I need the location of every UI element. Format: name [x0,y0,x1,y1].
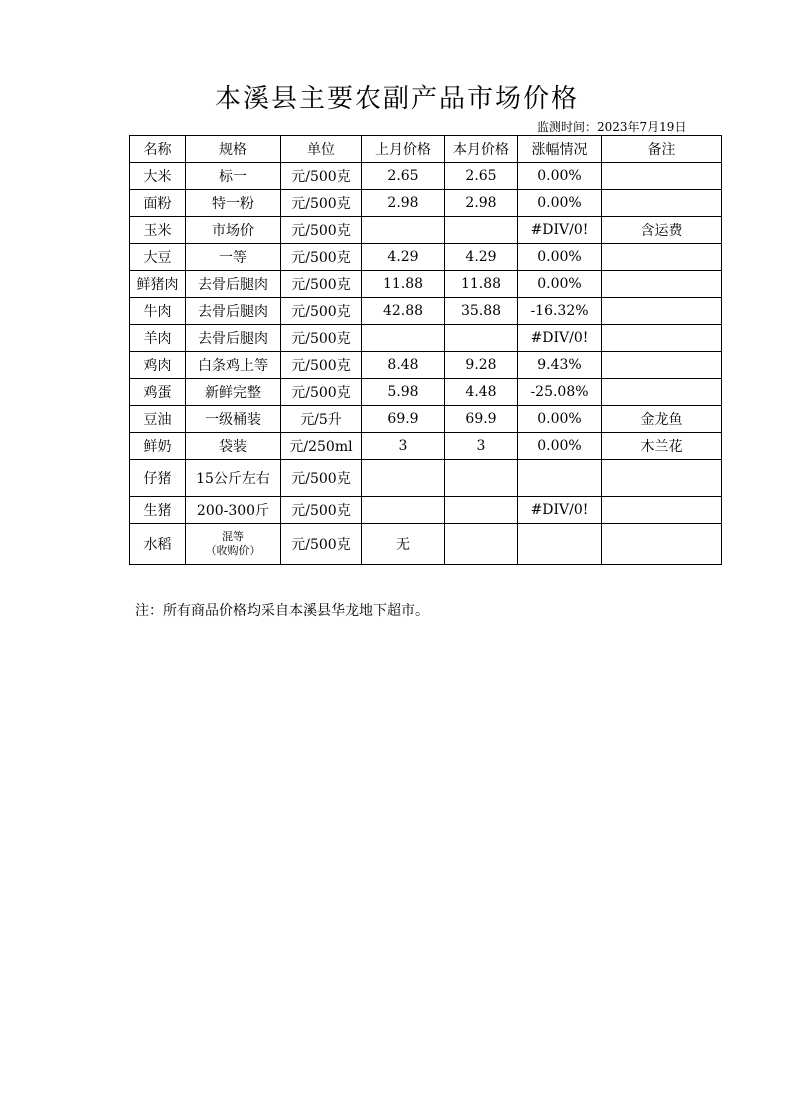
cell-remark: 金龙鱼 [602,406,722,433]
table-row [130,433,722,460]
page-title: 本溪县主要农副产品市场价格 [214,84,579,114]
header-unit: 单位 [281,136,362,163]
table-row [130,524,722,565]
cell-this-month-price: 2.98 [445,190,518,217]
cell-name: 豆油 [130,406,186,433]
cell-remark [602,379,722,406]
cell-last-month-price: 无 [362,524,445,565]
cell-change [518,524,602,565]
cell-name: 仔猪 [130,460,186,497]
cell-unit: 元/500克 [281,379,362,406]
cell-spec: 15公斤左右 [186,460,281,497]
cell-this-month-price [445,217,518,244]
cell-spec: 标一 [186,163,281,190]
table-row [130,406,722,433]
cell-change: 0.00% [518,244,602,271]
footnote: 注：所有商品价格均采自本溪县华龙地下超市。 [135,603,429,619]
header-last-month-price: 上月价格 [362,136,445,163]
cell-name: 鸡肉 [130,352,186,379]
cell-this-month-price: 69.9 [445,406,518,433]
cell-unit: 元/500克 [281,460,362,497]
cell-last-month-price: 2.98 [362,190,445,217]
header-spec: 规格 [186,136,281,163]
cell-spec: 特一粉 [186,190,281,217]
cell-unit: 元/500克 [281,217,362,244]
cell-last-month-price: 3 [362,433,445,460]
cell-unit: 元/500克 [281,524,362,565]
table-row [130,217,722,244]
header-this-month-price: 本月价格 [445,136,518,163]
cell-this-month-price: 9.28 [445,352,518,379]
cell-this-month-price: 11.88 [445,271,518,298]
cell-unit: 元/500克 [281,244,362,271]
cell-this-month-price [445,524,518,565]
cell-this-month-price: 4.29 [445,244,518,271]
cell-unit: 元/500克 [281,325,362,352]
cell-remark [602,244,722,271]
cell-last-month-price [362,325,445,352]
cell-change: -25.08% [518,379,602,406]
cell-last-month-price: 2.65 [362,163,445,190]
monitor-time: 监测时间：2023年7月19日 [537,120,687,134]
cell-spec: 一级桶装 [186,406,281,433]
cell-last-month-price: 42.88 [362,298,445,325]
cell-this-month-price: 2.65 [445,163,518,190]
cell-this-month-price [445,497,518,524]
header-remark: 备注 [602,136,722,163]
cell-remark [602,298,722,325]
cell-last-month-price: 8.48 [362,352,445,379]
cell-this-month-price: 3 [445,433,518,460]
cell-unit: 元/500克 [281,190,362,217]
cell-name: 鲜奶 [130,433,186,460]
cell-name: 大豆 [130,244,186,271]
cell-name: 生猪 [130,497,186,524]
cell-remark [602,163,722,190]
cell-this-month-price: 4.48 [445,379,518,406]
cell-change: -16.32% [518,298,602,325]
price-table [129,135,722,565]
cell-last-month-price [362,217,445,244]
table-row [130,460,722,497]
cell-spec: 一等 [186,244,281,271]
cell-name: 鲜猪肉 [130,271,186,298]
header-name: 名称 [130,136,186,163]
table-row [130,163,722,190]
cell-unit: 元/250ml [281,433,362,460]
cell-last-month-price: 5.98 [362,379,445,406]
cell-remark [602,325,722,352]
cell-last-month-price [362,497,445,524]
cell-last-month-price: 4.29 [362,244,445,271]
cell-spec: 200-300斤 [186,497,281,524]
cell-spec: 混等 （收购价） [186,524,281,565]
cell-name: 羊肉 [130,325,186,352]
cell-last-month-price: 11.88 [362,271,445,298]
cell-spec: 市场价 [186,217,281,244]
cell-this-month-price [445,325,518,352]
cell-change: 0.00% [518,163,602,190]
table-row [130,190,722,217]
cell-spec: 去骨后腿肉 [186,271,281,298]
cell-change: 0.00% [518,433,602,460]
cell-this-month-price [445,460,518,497]
cell-change: #DIV/0! [518,325,602,352]
cell-spec: 白条鸡上等 [186,352,281,379]
cell-unit: 元/5升 [281,406,362,433]
cell-remark [602,497,722,524]
table-row [130,298,722,325]
cell-last-month-price: 69.9 [362,406,445,433]
cell-change: 9.43% [518,352,602,379]
cell-name: 鸡蛋 [130,379,186,406]
cell-spec: 新鲜完整 [186,379,281,406]
cell-name: 面粉 [130,190,186,217]
cell-change [518,460,602,497]
cell-remark [602,524,722,565]
cell-spec: 去骨后腿肉 [186,325,281,352]
cell-remark [602,460,722,497]
cell-name: 玉米 [130,217,186,244]
cell-this-month-price: 35.88 [445,298,518,325]
table-row [130,271,722,298]
cell-remark: 木兰花 [602,433,722,460]
cell-spec: 去骨后腿肉 [186,298,281,325]
table-row [130,244,722,271]
cell-last-month-price [362,460,445,497]
table-row [130,352,722,379]
cell-unit: 元/500克 [281,352,362,379]
header-change: 涨幅情况 [518,136,602,163]
cell-spec: 袋装 [186,433,281,460]
cell-remark [602,190,722,217]
cell-name: 大米 [130,163,186,190]
cell-name: 水稻 [130,524,186,565]
cell-change: 0.00% [518,271,602,298]
table-row [130,497,722,524]
cell-remark [602,271,722,298]
table-row [130,379,722,406]
cell-unit: 元/500克 [281,271,362,298]
cell-unit: 元/500克 [281,163,362,190]
cell-change: #DIV/0! [518,217,602,244]
cell-change: 0.00% [518,406,602,433]
cell-remark [602,352,722,379]
cell-change: #DIV/0! [518,497,602,524]
cell-unit: 元/500克 [281,497,362,524]
cell-remark: 含运费 [602,217,722,244]
table-row [130,325,722,352]
cell-name: 牛肉 [130,298,186,325]
cell-change: 0.00% [518,190,602,217]
cell-unit: 元/500克 [281,298,362,325]
table-header-row [130,136,722,163]
